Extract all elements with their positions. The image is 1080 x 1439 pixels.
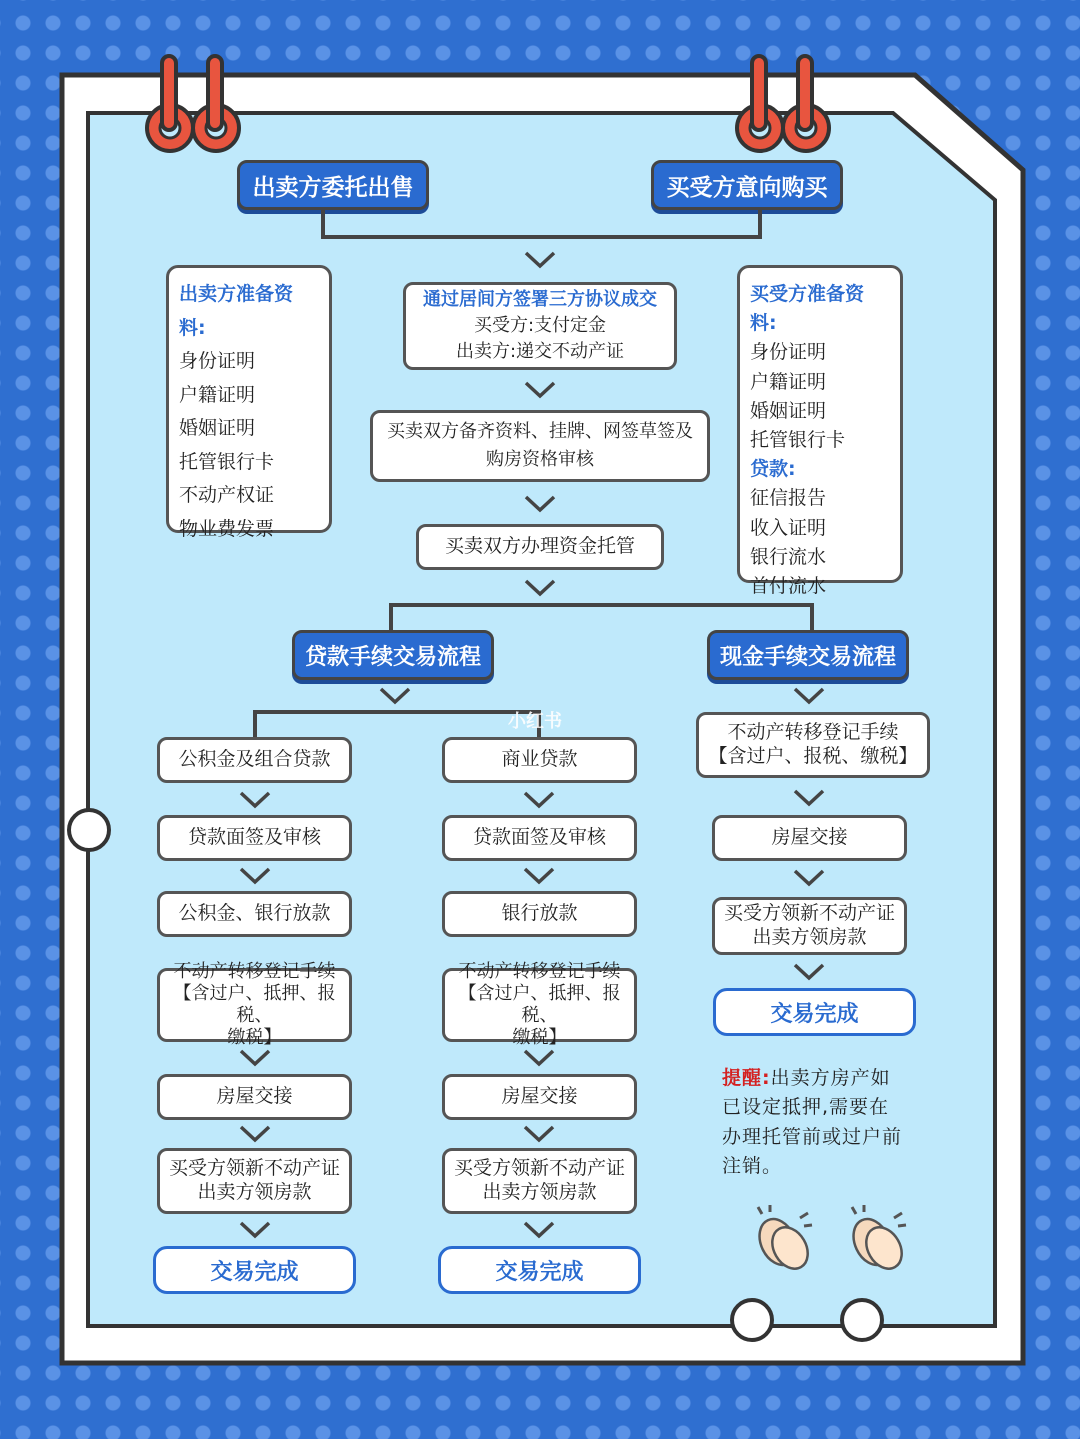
three-party-agreement-box [403, 282, 677, 370]
loan-right-step-6 [442, 1148, 637, 1214]
list-item: 婚姻证明 [750, 399, 827, 422]
loan-left-step-5: 房屋交接 [157, 1074, 352, 1120]
chevron-down-icon [792, 868, 826, 888]
preparation-listing-box [370, 410, 710, 482]
buyer-materials-list [737, 265, 903, 598]
list-item: 银行流水 [750, 545, 827, 568]
list-item: 首付流水 [750, 575, 827, 598]
agreement-title: 通过居间方签署三方协议成交 [423, 288, 657, 310]
chevron-down-icon [522, 1048, 556, 1068]
reminder-text: 办理托管前或过户前 [722, 1125, 903, 1148]
list-item: 征信报告 [750, 487, 827, 510]
loan-left-step-2: 贷款面签及审核 [157, 815, 352, 861]
reminder-note [722, 1064, 922, 1182]
reminder-label: 提醒: [722, 1067, 771, 1089]
list-item: 收入证明 [750, 516, 827, 539]
seller-materials-title: 出卖方准备资料: [179, 283, 294, 339]
buyer-intent-head: 买受方意向购买 [651, 160, 843, 210]
step-line: 买受方领新不动产证 [168, 1157, 340, 1180]
step-line: 买受方领新不动产证 [453, 1157, 625, 1180]
clapping-hands-icon [748, 1204, 818, 1274]
step-line: 不动产转移登记手续 [458, 961, 621, 983]
loan-flow-head: 贷款手续交易流程 [292, 630, 494, 680]
loan-left-step-3: 公积金、银行放款 [157, 891, 352, 937]
loan-right-step-5: 房屋交接 [442, 1074, 637, 1120]
chevron-down-icon [238, 866, 272, 886]
loan-right-step-3: 银行放款 [442, 891, 637, 937]
seller-entrust-head: 出卖方委托出售 [237, 160, 429, 210]
connector-line [810, 603, 814, 633]
chevron-down-icon [238, 1124, 272, 1144]
agreement-buyer-line: 买受方:支付定金 [473, 314, 607, 336]
connector-line [758, 210, 762, 238]
step-line: 出卖方领房款 [482, 1181, 597, 1203]
list-item: 托管银行卡 [179, 450, 275, 473]
chevron-down-icon [523, 380, 557, 400]
loan-left-step-1: 公积金及组合贷款 [157, 737, 352, 783]
chevron-down-icon [523, 578, 557, 598]
chevron-down-icon [378, 686, 412, 706]
cash-flow-head: 现金手续交易流程 [707, 630, 909, 680]
step-line: 缴税】 [512, 1026, 567, 1048]
step-line: 买受方领新不动产证 [723, 902, 895, 925]
loan-right-step-2: 贷款面签及审核 [442, 815, 637, 861]
cash-step-1 [696, 712, 930, 778]
connector-line [253, 710, 257, 740]
watermark: 小红书 [508, 711, 562, 732]
connector-line [389, 603, 814, 607]
preparation-line-1: 买卖双方备齐资料、挂牌、网签草签及 [387, 421, 693, 443]
step-line: 【含过户、报税、缴税】 [708, 745, 918, 767]
list-item: 托管银行卡 [750, 429, 846, 452]
chevron-down-icon [523, 250, 557, 270]
list-item: 不动产权证 [179, 484, 275, 506]
punch-hole-bottom-1 [730, 1298, 774, 1342]
step-line: 不动产转移登记手续 [727, 721, 899, 744]
agreement-seller-line: 出卖方:递交不动产证 [455, 341, 625, 363]
preparation-line-2: 购房资格审核 [486, 449, 594, 470]
cash-step-3 [712, 897, 907, 955]
chevron-down-icon [522, 1124, 556, 1144]
cash-step-2: 房屋交接 [712, 815, 907, 861]
loan-right-done: 交易完成 [438, 1246, 641, 1294]
chevron-down-icon [523, 494, 557, 514]
reminder-text: 出卖方房产如 [770, 1067, 891, 1089]
list-item: 户籍证明 [179, 383, 256, 406]
connector-line [253, 710, 541, 714]
clapping-hands-icon [842, 1204, 912, 1274]
connector-line [389, 603, 393, 633]
step-line: 【含过户、抵押、报税、 [458, 983, 621, 1026]
escrow-box: 买卖双方办理资金托管 [416, 524, 664, 570]
list-item: 物业费发票 [179, 517, 275, 540]
loan-left-step-4 [157, 961, 352, 1048]
chevron-down-icon [522, 1220, 556, 1240]
list-item: 婚姻证明 [179, 417, 256, 439]
buyer-materials-title: 买受方准备资料: [750, 283, 865, 335]
cash-done: 交易完成 [713, 988, 916, 1036]
chevron-down-icon [792, 788, 826, 808]
loan-left-done: 交易完成 [153, 1246, 356, 1294]
loan-right-step-1: 商业贷款 [442, 737, 637, 783]
list-item: 身份证明 [179, 350, 256, 372]
chevron-down-icon [238, 790, 272, 810]
list-item: 户籍证明 [750, 370, 827, 393]
reminder-text: 注销。 [722, 1155, 783, 1178]
chevron-down-icon [238, 1048, 272, 1068]
step-line: 出卖方领房款 [197, 1181, 312, 1203]
chevron-down-icon [792, 686, 826, 706]
binder-ring-right [730, 50, 840, 160]
seller-materials-list [166, 265, 332, 540]
loan-right-step-4 [442, 961, 637, 1048]
connector-line [321, 235, 762, 239]
step-line: 【含过户、抵押、报税、 [173, 983, 336, 1026]
buyer-loan-title: 贷款: [750, 458, 796, 481]
connector-line [321, 210, 325, 238]
punch-hole-bottom-2 [840, 1298, 884, 1342]
step-line: 出卖方领房款 [752, 926, 867, 948]
chevron-down-icon [522, 790, 556, 810]
chevron-down-icon [522, 866, 556, 886]
chevron-down-icon [238, 1220, 272, 1240]
loan-left-step-6 [157, 1148, 352, 1214]
step-line: 缴税】 [227, 1026, 282, 1048]
chevron-down-icon [792, 962, 826, 982]
step-line: 不动产转移登记手续 [173, 961, 336, 983]
reminder-text: 已设定抵押,需要在 [722, 1096, 890, 1119]
punch-hole-left [67, 808, 111, 852]
binder-ring-left [140, 50, 250, 160]
list-item: 身份证明 [750, 341, 827, 364]
